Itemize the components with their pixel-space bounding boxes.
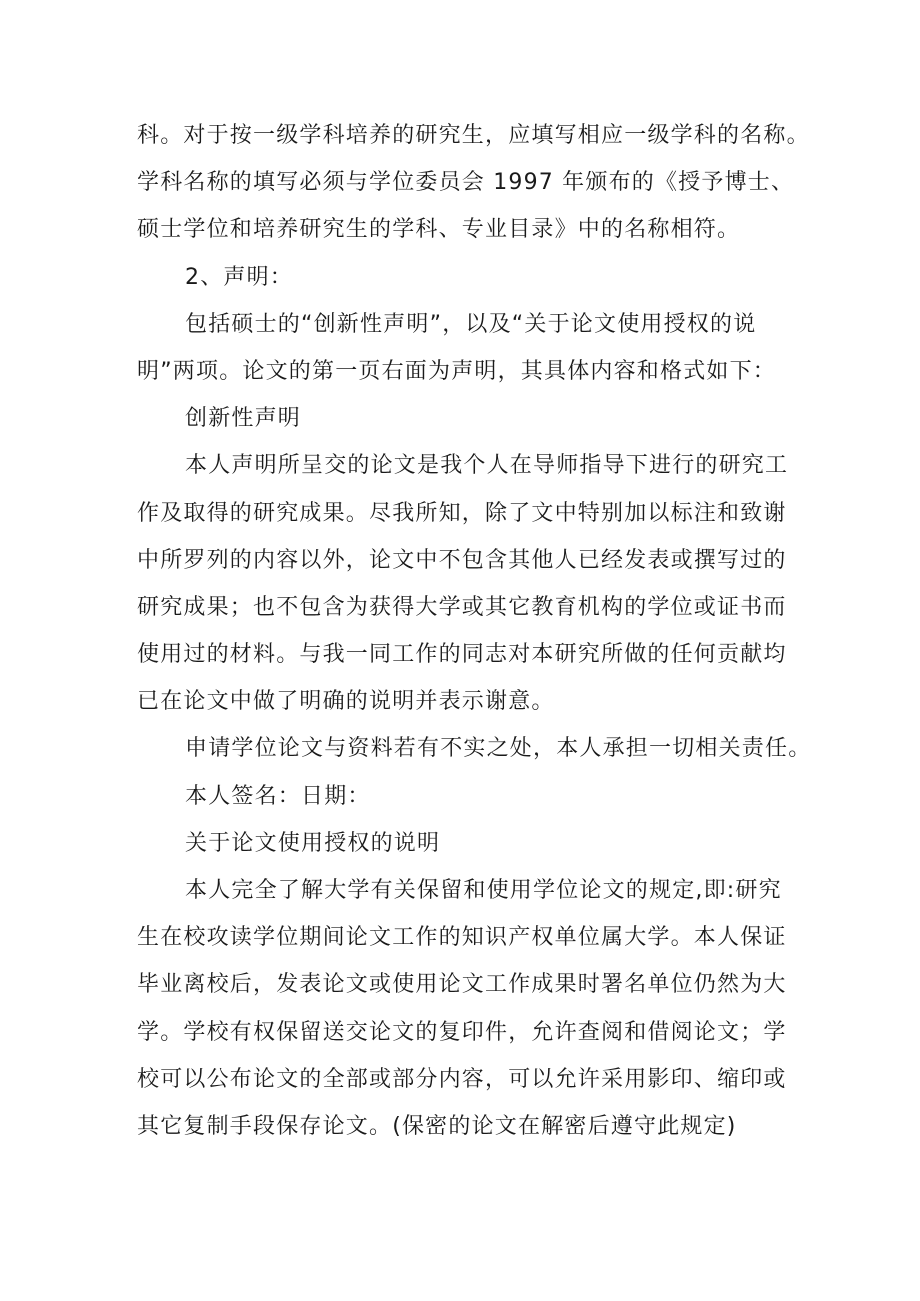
text-line-authorization-4: 学。学校有权保留送交论文的复印件，允许查阅和借阅论文；学 xyxy=(137,1019,787,1045)
text-line-originality-6: 已在论文中做了明确的说明并表示谢意。 xyxy=(137,689,555,715)
text-line-authorization-5: 校可以公布论文的全部或部分内容，可以允许采用影印、缩印或 xyxy=(137,1066,787,1092)
section-heading-declaration: 2、声明： xyxy=(185,264,293,290)
text-line-originality-5: 使用过的材料。与我一同工作的同志对本研究所做的任何贡献均 xyxy=(137,642,787,668)
document-body xyxy=(137,112,812,1150)
text-line-declaration-intro: 包括硕士的“创新性声明”，以及“关于论文使用授权的说 xyxy=(185,311,757,337)
text-line-originality-1: 本人声明所呈交的论文是我个人在导师指导下进行的研究工 xyxy=(185,453,789,479)
heading-originality-statement: 创新性声明 xyxy=(185,406,302,432)
text-line-originality-4: 研究成果；也不包含为获得大学或其它教育机构的学位或证书而 xyxy=(137,594,787,620)
text-line-subject-rule: 学科名称的填写必须与学位委员会 1997 年颁布的《授予博士、 xyxy=(137,170,795,196)
text-line-subject-catalog: 硕士学位和培养研究生的学科、专业目录》中的名称相符。 xyxy=(137,217,741,243)
text-line-authorization-1: 本人完全了解大学有关保留和使用学位论文的规定,即:研究 xyxy=(185,878,782,903)
text-line-subject-name: 科。对于按一级学科培养的研究生，应填写相应一级学科的名称。 xyxy=(137,123,810,148)
heading-authorization-statement: 关于论文使用授权的说明 xyxy=(185,830,441,856)
text-line-authorization-3: 毕业离校后，发表论文或使用论文工作成果时署名单位仍然为大 xyxy=(137,972,787,998)
text-line-authorization-6: 其它复制手段保存论文。(保密的论文在解密后遵守此规定) xyxy=(137,1113,737,1139)
signature-date-line: 本人签名：日期： xyxy=(185,783,371,809)
text-line-originality-3: 中所罗列的内容以外，论文中不包含其他人已经发表或撰写过的 xyxy=(137,547,787,573)
text-line-originality-2: 作及取得的研究成果。尽我所知，除了文中特别加以标注和致谢 xyxy=(137,500,787,526)
text-line-declaration-format: 明”两项。论文的第一页右面为声明，其具体内容和格式如下： xyxy=(137,358,776,384)
text-line-responsibility: 申请学位论文与资料若有不实之处，本人承担一切相关责任。 xyxy=(185,736,812,762)
text-line-authorization-2: 生在校攻读学位期间论文工作的知识产权单位属大学。本人保证 xyxy=(137,925,787,951)
